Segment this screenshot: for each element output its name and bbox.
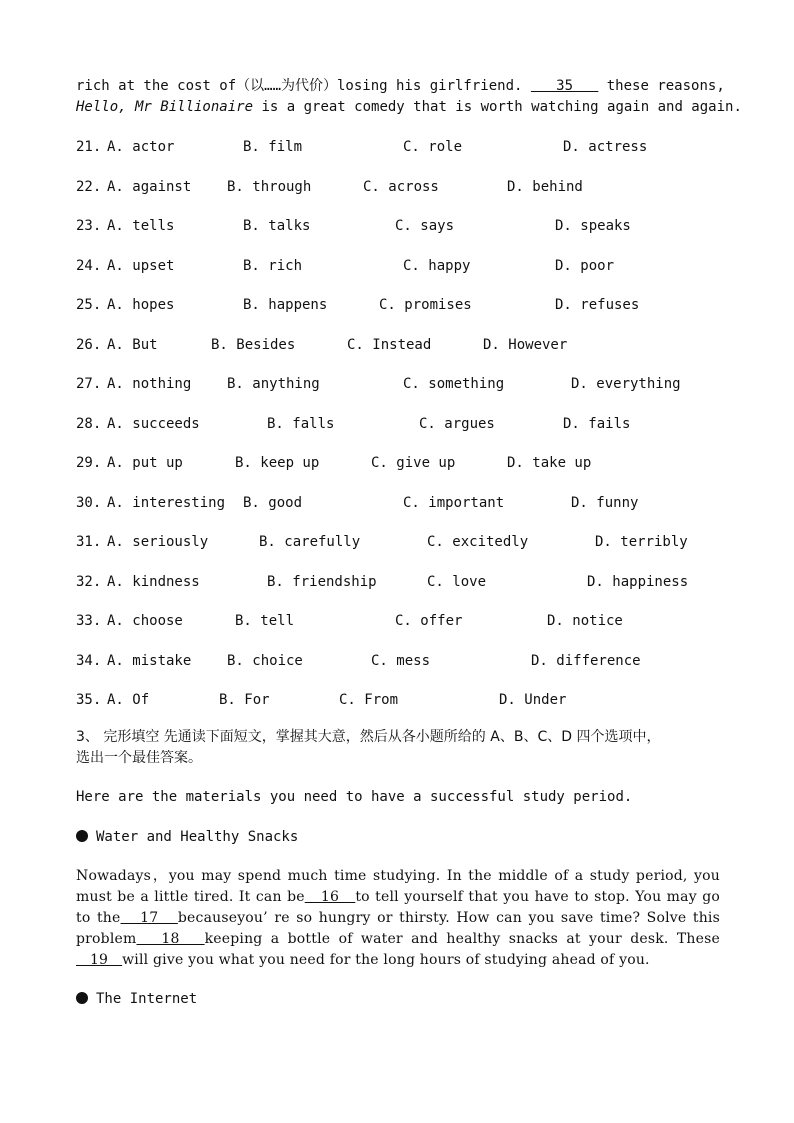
option-c: C. excitedly bbox=[427, 534, 529, 550]
bullet-internet bbox=[76, 989, 720, 1010]
option-a: A. against bbox=[107, 179, 192, 195]
question-number: 30. bbox=[76, 495, 102, 511]
option-a: A. interesting bbox=[107, 495, 226, 511]
option-c: C. From bbox=[339, 692, 399, 708]
option-c: C. offer bbox=[395, 613, 463, 629]
question-number: 29. bbox=[76, 455, 102, 471]
option-c: C. happy bbox=[403, 258, 471, 274]
option-d: D. Under bbox=[499, 692, 567, 708]
option-c: C. give up bbox=[371, 455, 456, 471]
option-d: D. speaks bbox=[555, 218, 631, 234]
water-snacks-paragraph bbox=[76, 866, 720, 971]
para-text: keeping a bottle of water and healthy snacks at your desk. These bbox=[204, 931, 720, 947]
option-c: C. something bbox=[403, 376, 505, 392]
question-number: 28. bbox=[76, 416, 102, 432]
bullet-dot-icon bbox=[76, 830, 88, 842]
option-b: B. keep up bbox=[235, 455, 320, 471]
intro-text-post: these reasons, bbox=[598, 78, 725, 94]
question-number: 22. bbox=[76, 179, 102, 195]
question-row bbox=[76, 177, 720, 197]
question-number: 32. bbox=[76, 574, 102, 590]
question-row bbox=[76, 611, 720, 631]
option-d: D. refuses bbox=[555, 297, 640, 313]
blank-17: 17 bbox=[120, 910, 178, 926]
option-a: A. put up bbox=[107, 455, 183, 471]
option-b: B. good bbox=[243, 495, 303, 511]
option-a: A. upset bbox=[107, 258, 175, 274]
option-d: D. take up bbox=[507, 455, 592, 471]
question-row bbox=[76, 295, 720, 315]
blank-18: 18 bbox=[136, 931, 205, 947]
question-row bbox=[76, 532, 720, 552]
option-b: B. anything bbox=[227, 376, 320, 392]
section-3-heading-line-2: 选出一个最佳答案。 bbox=[76, 750, 202, 766]
question-row bbox=[76, 690, 720, 710]
blank-16: 16 bbox=[304, 889, 356, 905]
para-text: will give you what you need for the long hours of studying ahead of you. bbox=[122, 952, 650, 968]
intro-line-1 bbox=[76, 76, 725, 97]
option-b: B. film bbox=[243, 139, 303, 155]
question-row bbox=[76, 137, 720, 157]
question-number: 33. bbox=[76, 613, 102, 629]
option-a: A. But bbox=[107, 337, 158, 353]
question-number: 27. bbox=[76, 376, 102, 392]
question-number: 23. bbox=[76, 218, 102, 234]
option-d: D. terribly bbox=[595, 534, 688, 550]
question-row bbox=[76, 256, 720, 276]
option-a: A. Of bbox=[107, 692, 150, 708]
option-a: A. tells bbox=[107, 218, 175, 234]
option-c: C. role bbox=[403, 139, 463, 155]
para-text: becauseyou’ re so hungry or thirsty. How can you save time? Solve this problem bbox=[76, 910, 720, 947]
intro-line-2 bbox=[76, 97, 742, 118]
option-d: D. everything bbox=[571, 376, 681, 392]
question-row bbox=[76, 216, 720, 236]
option-d: D. fails bbox=[563, 416, 631, 432]
option-d: D. actress bbox=[563, 139, 648, 155]
option-d: D. behind bbox=[507, 179, 583, 195]
question-row bbox=[76, 453, 720, 473]
option-a: A. choose bbox=[107, 613, 183, 629]
option-b: B. happens bbox=[243, 297, 328, 313]
bullet-label: The Internet bbox=[96, 991, 198, 1007]
option-d: D. poor bbox=[555, 258, 615, 274]
intro-text: rich at the cost of（以……为代价）losing his girlfriend. bbox=[76, 78, 531, 94]
intro-text-2: is a great comedy that is worth watching again and again. bbox=[253, 99, 742, 115]
option-b: B. choice bbox=[227, 653, 303, 669]
option-a: A. hopes bbox=[107, 297, 175, 313]
option-c: C. love bbox=[427, 574, 487, 590]
question-number: 35. bbox=[76, 692, 102, 708]
question-row bbox=[76, 374, 720, 394]
option-c: C. Instead bbox=[347, 337, 432, 353]
blank-19: 19 bbox=[76, 952, 123, 968]
section-3 bbox=[76, 727, 720, 1010]
option-b: B. For bbox=[219, 692, 270, 708]
option-d: D. However bbox=[483, 337, 568, 353]
section-3-heading: 3、 完形填空 先通读下面短文，掌握其大意，然后从各小题所给的 A、B、C、D 四个选项中， bbox=[76, 729, 661, 745]
option-b: B. Besides bbox=[211, 337, 296, 353]
option-c: C. important bbox=[403, 495, 505, 511]
option-c: C. promises bbox=[379, 297, 472, 313]
option-b: B. talks bbox=[243, 218, 311, 234]
question-number: 24. bbox=[76, 258, 102, 274]
bullet-label: Water and Healthy Snacks bbox=[96, 829, 299, 845]
question-number: 21. bbox=[76, 139, 102, 155]
option-a: A. nothing bbox=[107, 376, 192, 392]
question-row bbox=[76, 572, 720, 592]
question-row bbox=[76, 335, 720, 355]
question-row bbox=[76, 414, 720, 434]
question-row bbox=[76, 651, 720, 671]
option-b: B. through bbox=[227, 179, 312, 195]
para-text: to tell yourself that you have to stop. You may go to the bbox=[76, 889, 720, 926]
option-a: A. kindness bbox=[107, 574, 200, 590]
option-b: B. tell bbox=[235, 613, 295, 629]
section-3-intro: Here are the materials you need to have a successful study period. bbox=[76, 789, 633, 805]
option-b: B. rich bbox=[243, 258, 303, 274]
question-number: 26. bbox=[76, 337, 102, 353]
option-c: C. mess bbox=[371, 653, 431, 669]
movie-title: Hello, Mr Billionaire bbox=[76, 99, 254, 115]
question-number: 25. bbox=[76, 297, 102, 313]
option-c: C. says bbox=[395, 218, 455, 234]
option-b: B. falls bbox=[267, 416, 335, 432]
option-b: B. carefully bbox=[259, 534, 361, 550]
option-a: A. seriously bbox=[107, 534, 209, 550]
option-b: B. friendship bbox=[267, 574, 377, 590]
option-d: D. difference bbox=[531, 653, 641, 669]
question-row bbox=[76, 493, 720, 513]
option-d: D. funny bbox=[571, 495, 639, 511]
bullet-water-snacks bbox=[76, 827, 720, 848]
blank-35: 35 bbox=[530, 78, 599, 94]
option-a: A. mistake bbox=[107, 653, 192, 669]
question-number: 31. bbox=[76, 534, 102, 550]
intro-paragraph bbox=[76, 76, 742, 118]
option-d: D. notice bbox=[547, 613, 623, 629]
bullet-dot-icon bbox=[76, 992, 88, 1004]
para-text: Nowadays，you may spend much time studying. In the middle of a study period, you must be a little tired. It can be bbox=[76, 868, 720, 905]
option-a: A. succeeds bbox=[107, 416, 200, 432]
option-c: C. argues bbox=[419, 416, 495, 432]
option-d: D. happiness bbox=[587, 574, 689, 590]
option-a: A. actor bbox=[107, 139, 175, 155]
option-c: C. across bbox=[363, 179, 439, 195]
question-number: 34. bbox=[76, 653, 102, 669]
